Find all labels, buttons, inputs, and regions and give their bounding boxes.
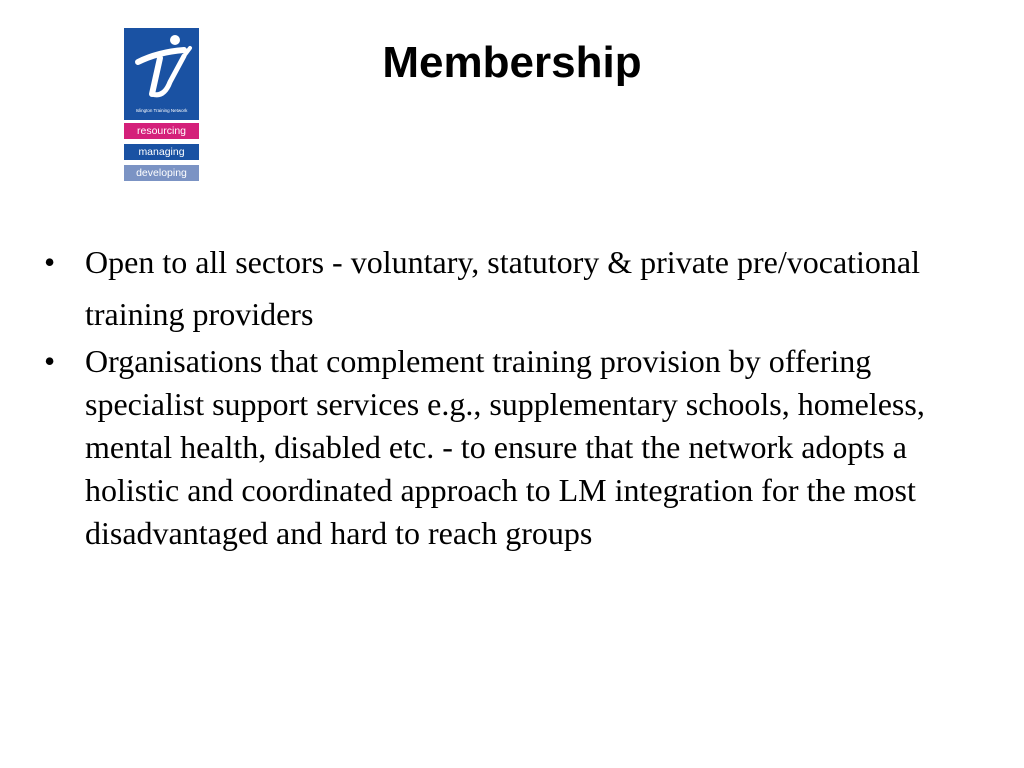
bullet-dot-icon: •	[44, 244, 56, 280]
bullet-dot-icon: •	[44, 343, 56, 379]
logo-band-developing: developing	[124, 165, 199, 181]
slide-title: Membership	[382, 38, 642, 87]
bullet-list	[44, 236, 944, 555]
logo-band-resourcing: resourcing	[124, 123, 199, 139]
bullet-text: Open to all sectors - voluntary, statutory & private pre/vocational training providers	[85, 244, 921, 332]
bullet-text: Organisations that complement training provision by offering specialist support services e.g., supplementary schools, homeless, mental health, disabled etc. - to ensure that the network adopts a holistic and coordinated approach to LM integration for the most disadvantaged and hard to reach groups	[85, 343, 925, 551]
bullet-item	[44, 340, 944, 555]
bullet-item	[44, 236, 944, 340]
logo-band-managing: managing	[124, 144, 199, 160]
logo-org-name: Islington Training Network	[135, 108, 188, 113]
